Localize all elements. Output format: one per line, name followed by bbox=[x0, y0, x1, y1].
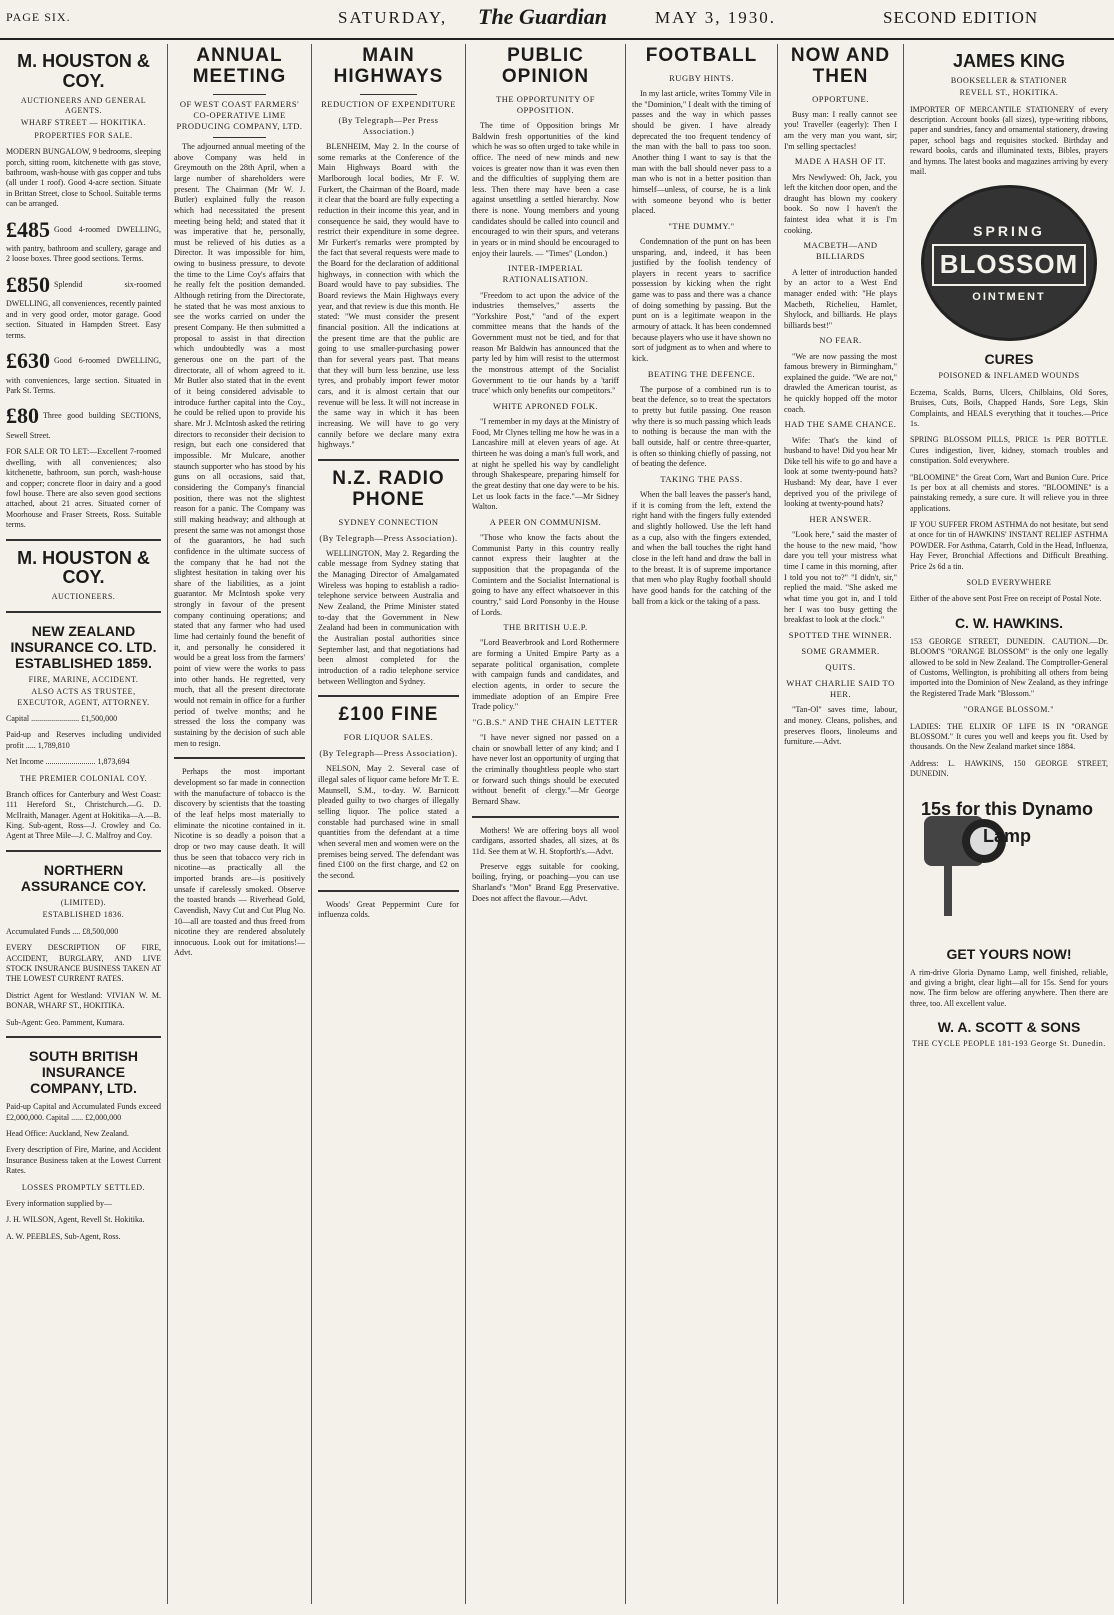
annual-meeting-heading: ANNUAL MEETING bbox=[192, 45, 287, 87]
property-text-1: Good 4-roomed DWELLING, with pantry, bathroom and scullery, garage and 2 loose boxes. Three good sections. Terms. bbox=[6, 224, 161, 264]
scott-sub: THE CYCLE PEOPLE 181-193 George St. Dunedin. bbox=[912, 1039, 1106, 1049]
tobacco-advert: Perhaps the most important development so far made in connection with the manufacture of tobacco is the discovery by scientists that the toasting of the leaf helps most materially to eliminate the nicotine contained in it. Nicotine is so deadly a poison that a drop or two may cause death. It will thus be seen that tobacco very rich in nicotine—as practically all the imported brands are—is positively unsafe if carelessly smoked. Observe the toasted brands — Riverhead Gold, Cavendish, Navy Cut and Cut Plug No. 10—all are toasted and thus freed from nicotine they are rendered absolutely innocuous. Look out for imitations!—Advt. bbox=[174, 767, 305, 958]
divider bbox=[6, 611, 161, 613]
pills-advert: SPRING BLOSSOM PILLS, PRICE 1s PER BOTTLE. Cures indigestion, liver, kidney, stomach troubles and constipation. Sold everywhere. bbox=[910, 435, 1108, 466]
column-advertisements-left bbox=[0, 44, 168, 1604]
property-listing-1 bbox=[6, 216, 161, 265]
northern-assurance-sub: Sub-Agent: Geo. Pamment, Kumara. bbox=[6, 1017, 125, 1027]
scott-title: W. A. SCOTT & SONS bbox=[937, 1019, 1081, 1036]
now-body1: Busy man: I really cannot see you! Traveller (eagerly): Then I am the very man you want, sir; I'm selling spectacles! bbox=[784, 109, 897, 151]
dynamo-lamp-illustration bbox=[914, 786, 1104, 936]
masthead-date: MAY 3, 1930. bbox=[655, 8, 776, 27]
now-sub2: MADE A HASH OF IT. bbox=[794, 156, 887, 167]
public-opinion-heading: PUBLIC OPINION bbox=[501, 45, 590, 87]
nz-insurance-income: Net Income ......................... 1,873,694 bbox=[6, 757, 130, 767]
emblem-top: SPRING bbox=[973, 223, 1045, 240]
james-king-sub2: REVELL ST., HOKITIKA. bbox=[959, 88, 1059, 98]
northern-assurance-ltd: (LIMITED). bbox=[60, 898, 107, 908]
property-text-3: Good 6-roomed DWELLING, with conveniences, large section. Situated in Park St. Terms. bbox=[6, 356, 161, 396]
radio-phone-body: WELLINGTON, May 2. Regarding the cable message from Sydney stating that the Managing Director of Amalgamated Wireless was hoping to establish a radio-telephone service between Australia and New Zealand, the Prime Minister stated to-day that the Government in New Zealand had been in communication with the Australian postal authorities since September last, and that negotiations had been almost completed for the introduction of a radio telephone service between Wellington and Sydney. bbox=[318, 548, 459, 686]
houston-title: M. HOUSTON & COY. bbox=[17, 51, 150, 91]
divider bbox=[6, 850, 161, 852]
now-sub5: HAD THE SAME CHANCE. bbox=[784, 419, 897, 430]
property-price-2: £850 bbox=[6, 271, 50, 297]
lamp-body: A rim-drive Gloria Dynamo Lamp, well finished, reliable, and giving a bright, clear light—all for 15s. Send for yours now. The firm below are offering anywhere. Then there are three, too. All excellent value. bbox=[910, 967, 1108, 1008]
opinion-sub4: A PEER ON COMMUNISM. bbox=[489, 517, 602, 528]
northern-assurance-title: NORTHERN ASSURANCE COY. bbox=[20, 861, 147, 894]
emblem-bot: OINTMENT bbox=[972, 291, 1046, 304]
fine-source: (By Telegraph—Press Association). bbox=[319, 748, 458, 759]
divider bbox=[318, 695, 459, 697]
football-body3: The purpose of a combined run is to beat the defence, so to treat the spectators to pretty but futile passing. One reason why there is so much passing which leads to nothing is because the man with the ball outside, half or centre three-quarter, is often so thinking chiefly of passing, not of beating the defence. bbox=[632, 384, 771, 469]
houston-sub3: PROPERTIES FOR SALE. bbox=[34, 130, 133, 140]
radio-phone-source: (By Telegraph—Press Association). bbox=[319, 532, 458, 543]
south-british-info: Every information supplied by— bbox=[6, 1198, 112, 1208]
bloomine-advert: "BLOOMINE" the Great Corn, Wart and Bunion Cure. Price 1s per box at all chemists and stores. "BLOOMINE" is a painstaking remedy, a sure cure. It will relieve you in three applications. bbox=[910, 472, 1108, 513]
james-king-body: IMPORTER OF MERCANTILE STATIONERY of every description. Account books (all sizes), type-writing ribbons, paper and sundries, fancy and ornamental stationery, drawing paper, school bags and requisites stocked. Birthday and reward books, cards and illuminated texts, Bibles, prayers and hymns. The latest books and magazines arriving by every mail. bbox=[910, 104, 1108, 176]
opinion-body6: "I have never signed nor passed on a chain or snowball letter of any kind; and I have never lost an opportunity of urging that the criminally thoughtless people who start or forward such things should be executed without benefit of clergy."—Mr George Bernard Shaw. bbox=[472, 733, 619, 806]
south-british-every: Every description of Fire, Marine, and Accident Insurance Business taken at the Lowest Current Rates. bbox=[6, 1145, 161, 1176]
get-yours-now: GET YOURS NOW! bbox=[946, 945, 1072, 962]
asthma-advert: IF YOU SUFFER FROM ASTHMA do not hesitate, but send at once for tin of HAWKINS' INSTANT RELIEF ASTHMA POWDER. For Asthma, Catarrh, Cold in the Head, Influenza, Hay Fever, Bronchial Affections and Difficult Breathing. Price 2s 6d a tin. bbox=[910, 520, 1108, 571]
ladies-advert: LADIES: THE ELIXIR OF LIFE IS IN "ORANGE BLOSSOM." It cures you well and keeps you fit. Used by thousands. On the New Zealand market since 1884. bbox=[910, 721, 1108, 752]
property-price-1: £485 bbox=[6, 216, 50, 242]
now-sub10: WHAT CHARLIE SAID TO HER. bbox=[786, 678, 895, 700]
northern-assurance-every: EVERY DESCRIPTION OF FIRE, ACCIDENT, BURGLARY, AND LIVE STOCK INSURANCE BUSINESS TAKEN AT THE LOWEST CURRENT RATES. bbox=[6, 943, 161, 984]
divider bbox=[174, 757, 305, 759]
northern-assurance-est: ESTABLISHED 1836. bbox=[42, 910, 125, 920]
column-football bbox=[626, 44, 778, 1604]
annual-meeting-sub: OF WEST COAST FARMERS' CO-OPERATIVE LIME PRODUCING COMPANY, LTD. bbox=[176, 98, 303, 131]
now-and-then-heading: NOW AND THEN bbox=[790, 45, 891, 87]
main-highways-sub: REDUCTION OF EXPENDITURE bbox=[321, 98, 456, 109]
now-sub4: NO FEAR. bbox=[819, 335, 862, 346]
football-body1: In my last article, writes Tommy Vile in the "Dominion," I dealt with the timing of passes and the way in which passes should be given. I have already deprecated the too frequent tendency of the man with the ball to pass too soon. Another thing I want to say is that the man with the ball should never pass to a man who is not in a better position than himself—unless, of course, he is a link with someone beyond who is better placed. bbox=[632, 88, 771, 216]
nz-insurance-title: NEW ZEALAND INSURANCE CO. LTD. ESTABLISHED 1859. bbox=[10, 622, 157, 671]
cures-sub: POISONED & INFLAMED WOUNDS bbox=[938, 371, 1080, 381]
cures-title: CURES bbox=[984, 351, 1034, 368]
nz-insurance-paidup: Paid-up and Reserves including undivided profit ..... 1,789,810 bbox=[6, 730, 161, 750]
now-sub9: QUITS. bbox=[825, 662, 856, 673]
lamp-price-text: 15s for this Dynamo Lamp bbox=[920, 798, 1094, 846]
fine-heading: £100 FINE bbox=[338, 704, 439, 726]
houston-sub1: AUCTIONEERS AND GENERAL AGENTS. bbox=[20, 95, 147, 115]
column-public-opinion bbox=[466, 44, 626, 1604]
column-annual-meeting bbox=[168, 44, 312, 1604]
opinion-body4: "Those who know the facts about the Communist Party in this country really cannot express their laughter at the supposition that the propaganda of the Comintern and the Socialist International is going to have any effect whatsoever in this country," said Lord Ponsonby in the House of Lords. bbox=[472, 533, 619, 617]
houston-sub2: WHARF STREET — HOKITIKA. bbox=[20, 118, 147, 128]
orange-blossom-label: "ORANGE BLOSSOM." bbox=[963, 705, 1055, 715]
opinion-sub1: THE OPPORTUNITY OF OPPOSITION. bbox=[496, 93, 595, 115]
main-highways-body: BLENHEIM, May 2. In the course of some remarks at the Conference of the Main Highways Board with the Marlborough local bodies, Mr F. W. Furkert, the Chairman of the Board, made it clear that the board are fully expecting a reduction in their income this year, and in consequence he said, they would have to restrict their expenditure in some degree. Mr Furkert's remarks were prompted by the fact that several requests were made to the Board for the declaration of additional highways, in connection with which the Board would have to pay subsidies. The Board reviews the Main Highways every year, and that review is due this month. He stated: "We must consider the present financial position. All the indications at the present time are that the public are going to use smaller-purchasing power than for several years past. That means that they will burn less benzine, use less tyres, and probably import fewer motor cars, and it is almost certain that our revenue will be less. It will not increase in the same way in which it has been increasing. We will have to go very cannily before we declare many extra highways." bbox=[318, 141, 459, 450]
divider bbox=[472, 816, 619, 818]
now-sub3: MACBETH—AND BILLIARDS bbox=[803, 240, 878, 262]
now-body2: Mrs Newlywed: Oh, Jack, you left the kitchen door open, and the draught has blown my cookery book. So now I haven't the faintest idea what it is I'm cooking. bbox=[784, 172, 897, 235]
divider bbox=[6, 1036, 161, 1038]
now-sub6: HER ANSWER. bbox=[809, 514, 872, 525]
opinion-body5: "Lord Beaverbrook and Lord Rothermere are forming a United Empire Party as a separate political organisation, complete with campaign funds and candidates, and election agents, in order to secure the immediate adoption of an Empire Free Trade policy." bbox=[472, 638, 619, 712]
sold-everywhere: SOLD EVERYWHERE bbox=[966, 578, 1052, 588]
tanol-advert: "Tan-Ol" saves time, labour, and money. Cleans, polishes, and preserves floors, linoleums and furniture.—Advt. bbox=[784, 705, 897, 747]
cures-body: Eczema, Scalds, Burns, Ulcers, Chilblains, Old Sores, Bruises, Cuts, Boils, Chapped Hands, Sore Legs, Skin Complaints, and HEALS everything that it touches.—Price 1s. bbox=[910, 387, 1108, 428]
football-sub3: BEATING THE DEFENCE. bbox=[647, 368, 756, 379]
football-body4: When the ball leaves the passer's hand, if it is coming from the left, extend the right hand with the fingers fully extended and slightly hollowed. Use the left hand as a cup, also with the fingers extended, and when the ball touches the right hand close in the left hand and draw the ball in to the breast. It is of supreme importance that men who play Rugby football should have good hands for the catching of the ball from a kick or the taking of a pass. bbox=[632, 490, 771, 606]
now-sub7: SPOTTED THE WINNER. bbox=[788, 630, 893, 641]
nz-insurance-colonial: THE PREMIER COLONIAL COY. bbox=[19, 773, 148, 783]
northern-assurance-agent: District Agent for Westland: VIVIAN W. M. BONAR, WHARF ST., HOKITIKA. bbox=[6, 990, 161, 1011]
either-note: Either of the above sent Post Free on receipt of Postal Note. bbox=[910, 594, 1102, 604]
page-number: PAGE SIX. bbox=[6, 10, 71, 24]
divider bbox=[318, 890, 459, 892]
opinion-body3: "I remember in my days at the Ministry of Food, Mr Clynes telling me how he was in a Lancashire mill at eleven years of age. At thirteen he was doing a man's full work, and at night he spelled his way by candlelight through Shakespeare, preparing himself for the great destiny that one day were to be his. Let us look facts in the face."—Mr Sidney Walton. bbox=[472, 417, 619, 512]
spring-blossom-emblem bbox=[921, 185, 1097, 341]
football-body2: Condemnation of the punt on has been unsparing, and, indeed, it has been justified by the foolish tendency of players in recent years to sacrifice possession by kicking when the right game was to pass and there was a chance of doing something by passing. But the punt on is a legitimate weapon in the armoury of attack. It has been condemned because players who use it have shown no sort of judgment as to when and where to kick. bbox=[632, 236, 771, 364]
fine-body: NELSON, May 2. Several case of illegal sales of liquor came before Mr T. E. Maunsell, S.M., to-day. W. Barnicott pleaded guilty to two charges of illegally selling liquor. The police stated a constable had purchased wine in small quantities from the defendant at a time when several men and women were on the premises being served. The defendant was fined £100 on the first charge, and £2 on the second. bbox=[318, 764, 459, 880]
houston2-sub: AUCTIONEERS. bbox=[51, 592, 116, 602]
james-king-sub1: BOOKSELLER & STATIONER bbox=[950, 75, 1068, 85]
now-body5: Wife: That's the kind of husband to have! Did you hear Mr Dike tell his wife to go and have a look at some twenty-pound hats? Husband: My dear, have I ever deprived you of the privilege of looking at twenty-pound hats? bbox=[784, 435, 897, 509]
nz-insurance-sub2: ALSO ACTS AS TRUSTEE, EXECUTOR, AGENT, ATTORNEY. bbox=[17, 687, 150, 707]
divider bbox=[6, 539, 161, 541]
now-sub1: OPPORTUNE. bbox=[812, 93, 869, 104]
hawkins-body: 153 GEORGE STREET, DUNEDIN. CAUTION.—Dr. BLOOM'S "ORANGE BLOSSOM" is the only one legally allowed to be sold in New Zealand. The Comptroller-General of Customs, Wellington, is prohibiting all others from being imported into the Dominion of New Zealand, as they infringe the Registered Trade Mark "Blossom." bbox=[910, 636, 1108, 698]
bungalow-listing: MODERN BUNGALOW, 9 bedrooms, sleeping porch, sitting room, kitchenette with gas stove, bathroom, wash-house with gas copper and tubs (all under 1 roof). Good 4-acre section. Situate in Brittan Street, close to School. Suitable terms can be arranged. bbox=[6, 147, 161, 209]
egg-advert: Preserve eggs suitable for cooking, boiling, frying, or poaching—you can use Sharland's "Mon" Brand Egg Preservative. Does not affect the flavour.—Advt. bbox=[472, 861, 619, 903]
south-british-title: SOUTH BRITISH INSURANCE COMPANY, LTD. bbox=[29, 1047, 138, 1097]
football-sub4: TAKING THE PASS. bbox=[660, 474, 743, 485]
opinion-sub6: "G.B.S." AND THE CHAIN LETTER bbox=[472, 716, 619, 727]
south-british-losses: LOSSES PROMPTLY SETTLED. bbox=[21, 1182, 146, 1192]
masthead bbox=[0, 0, 1114, 40]
masthead-day: SATURDAY, bbox=[338, 8, 448, 27]
football-sub1: RUGBY HINTS. bbox=[669, 72, 734, 83]
opinion-body2: "Freedom to act upon the advice of the industries themselves," asserts the "Yorkshire Post," "and of the expert committee means that the hands of the Government must not be tied, and for that reason Mr Baldwin has announced that the party led by him will resist to the uttermost the monstrous attempt of the Socialist Government to tie our hands by a 'tariff truce' which only benefits our competitors." bbox=[472, 290, 619, 396]
south-british-wilson: J. H. WILSON, Agent, Revell St. Hokitika. bbox=[6, 1215, 145, 1225]
property-listing-4 bbox=[6, 402, 161, 441]
divider bbox=[318, 459, 459, 461]
rule bbox=[360, 94, 416, 95]
hawkins-address: Address: L. HAWKINS, 150 GEORGE STREET, DUNEDIN. bbox=[910, 758, 1108, 779]
annual-meeting-body: The adjourned annual meeting of the above Company was held in Greymouth on the 28th April, when a large number of shareholders were present. The Chairman (Mr W. J. Butler) explained fully the reason which had necessitated the present meeting being held; and stated that it was imperative that he, personally, must be relieved of his duties as a Director. It was impossible for him, owing to business pressure, to devote the time to the Lime Coy's affairs that he really felt the position demanded. Although retiring from the Directorate, he stated that he was most anxious to see the works carried on under the present Company. He then submitted a proposal to assist in that direction which undoubtedly was a most generous one on the part of the directorate, all of whom agreed to it. Mr Butler also stated that in the event of it being considered advisable to introduce further capital into the Coy., he could be relied upon to provide his share. Mr J. McIntosh asked the retiring directors to reconsider their decision to resign, but each one considered that impossible. Mr Mulcare, another staunch supporter who has stood by his guns on all occasions, said that, considering the Company's financial position, there was not the slightest reason for a panic. The Company was still making headway; and although at present the same was not amongst those of the guarantors, he had such confidence in the ultimate success of the company that he had not the slightest hesitation in taking over his share of the liabilities, as a joint guarantor. Mr McIntosh spoke very strongly in favour of the present company continuing operations; and stated that any farmer who had used lime had certainly found the benefit of it, and personally he considered it would be a great loss from the farmers' point of view were the works to pass into other hands. He regretted, very much, that all the present directorate would not remain in office for a further period of twelve months; and he stressed the loss the company was sustaining by the decision of such able men to resign. bbox=[174, 141, 305, 748]
nz-insurance-sub1: FIRE, MARINE, ACCIDENT. bbox=[28, 674, 139, 684]
opinion-sub2: INTER-IMPERIAL RATIONALISATION. bbox=[502, 263, 589, 285]
south-british-peebles: A. W. PEEBLES, Sub-Agent, Ross. bbox=[6, 1231, 121, 1241]
now-sub8: SOME GRAMMER. bbox=[801, 646, 880, 657]
property-price-3: £630 bbox=[6, 348, 50, 374]
main-highways-source: (By Telegraph—Per Press Association.) bbox=[338, 114, 439, 136]
now-body4: "We are now passing the most famous brewery in Birmingham," explained the guide. "We are not," drawled the American tourist, as he quickly hopped off the motor coach. bbox=[784, 351, 897, 414]
now-body6: "Look here," said the master of the house to the new maid, "how dare you tell your mistress what time I came in this morning, after I told you not to?" "I didn't, sir," replied the maid. "She asked me what time you got in, and I told her I was too busy getting the breakfast to look at the clock." bbox=[784, 530, 897, 625]
cardigan-advert: Mothers! We are offering boys all wool cardigans, assorted shades, all sizes, at 8s 11d. See them at W. H. Stopforth's.—Advt. bbox=[472, 825, 619, 856]
northern-assurance-funds: Accumulated Funds .... £8,500,000 bbox=[6, 926, 119, 936]
houston-title-2: M. HOUSTON & COY. bbox=[17, 547, 150, 588]
football-heading: FOOTBALL bbox=[645, 45, 758, 66]
emblem-mid: BLOSSOM bbox=[932, 244, 1086, 286]
rule bbox=[213, 137, 265, 138]
main-highways-heading: MAIN HIGHWAYS bbox=[333, 45, 444, 87]
nz-insurance-branch: Branch offices for Canterbury and West Coast: 111 Hereford St., Christchurch.—G. D. McIlraith, Manager. Agent at Hokitika—A.—B. King. Sub-agent, Ross—J. Crowley and Co. Agent at Three Mile—J. C. Malfroy and Coy. bbox=[6, 789, 161, 841]
newspaper-title: The Guardian bbox=[478, 4, 607, 29]
hawkins-title: C. W. HAWKINS. bbox=[954, 614, 1064, 631]
column-now-and-then bbox=[778, 44, 904, 1604]
opinion-sub3: WHITE APRONED FOLK. bbox=[492, 401, 599, 412]
property-listing-2 bbox=[6, 271, 161, 341]
fine-sub: FOR LIQUOR SALES. bbox=[343, 732, 434, 743]
column-advertisements-right bbox=[904, 44, 1114, 1604]
south-british-capital: Paid-up Capital and Accumulated Funds exceed £2,000,000. Capital ...... £2,000,000 bbox=[6, 1102, 161, 1122]
james-king-title: JAMES KING bbox=[952, 51, 1066, 71]
radio-phone-heading: N.Z. RADIO PHONE bbox=[332, 467, 445, 510]
column-main-highways bbox=[312, 44, 466, 1604]
property-price-4: £80 bbox=[6, 403, 39, 429]
rule bbox=[213, 94, 265, 95]
property-listing-3 bbox=[6, 347, 161, 396]
opinion-sub5: THE BRITISH U.E.P. bbox=[503, 622, 588, 633]
sale-or-let-listing: FOR SALE OR TO LET:—Excellent 7-roomed dwelling, with all conveniences; also kitchenette, bathroom, sun porch, wash-house and copper; concrete floor in dairy and a good fowl house. There are also seven good sections attached, about 21 acres. Situated corner of Moorhouse and Fraser Streets, Ross. Suitable terms. bbox=[6, 447, 161, 530]
radio-phone-sub: SYDNEY CONNECTION bbox=[338, 516, 439, 527]
now-body3: A letter of introduction handed by an actor to a West End manager ended with: "He plays Macbeth, Richelieu, Hamlet, Shylock, and billiards. He plays billiards best!" bbox=[784, 267, 897, 330]
nz-insurance-capital: Capital ........................ £1,500,000 bbox=[6, 713, 118, 723]
football-sub2: "THE DUMMY." bbox=[668, 220, 735, 231]
edition-label: SECOND EDITION bbox=[883, 8, 1039, 27]
property-text-2: Splendid six-roomed DWELLING, all conveniences, recently painted and in very good order, motor garage. Good section. Situated in Hampden Street. Easy terms. bbox=[6, 280, 161, 340]
woods-advert: Woods' Great Peppermint Cure for influenza colds. bbox=[318, 899, 459, 920]
property-text-4: Three good building SECTIONS, Sewell Street. bbox=[6, 411, 161, 440]
south-british-head: Head Office: Auckland, New Zealand. bbox=[6, 1129, 129, 1139]
opinion-body1: The time of Opposition brings Mr Baldwin fresh opportunities of the kind which he was so often urged to take while in office. The need of new minds and new voices is greater now than it was even then and the difficulties of supplying them are less. Then there may have been a case against unsettling a settled hierarchy. Now there is none. Young members and young candidates should be called into council and encouraged to win their spurs, and veterans in years or in mind should be encouraged to enjoy their laurels. — "Times" (London.) bbox=[472, 120, 619, 258]
